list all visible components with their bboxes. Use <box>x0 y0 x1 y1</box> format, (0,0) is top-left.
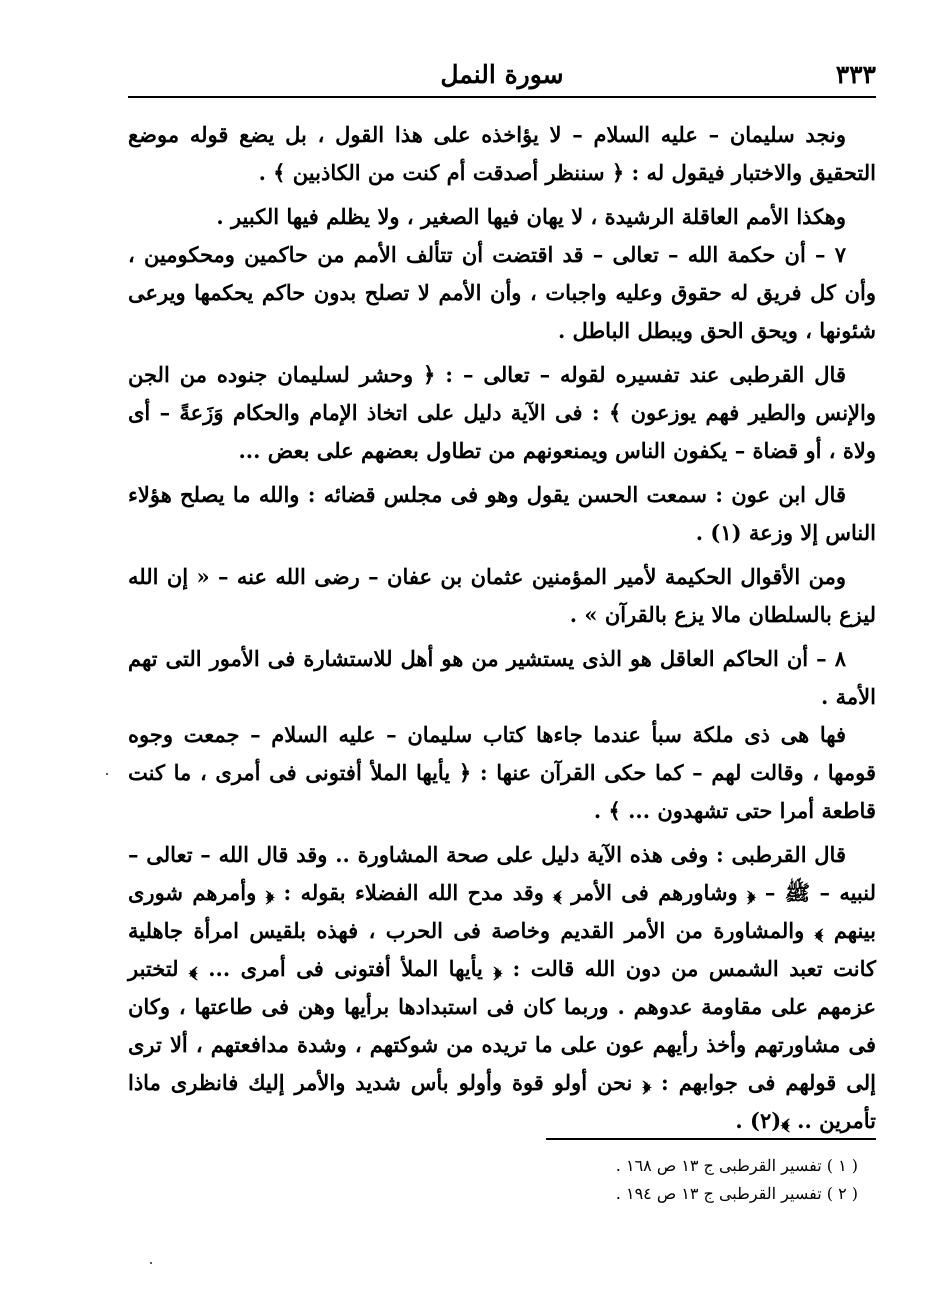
paragraph: فها هى ذى ملكة سبأ عندما جاءها كتاب سليمان – عليه السلام – جمعت وجوه قومها ، وقالت لهم – كما حكى القرآن عنها : ﴿ يأيها الملأ أفتونى فى أمرى ، ما كنت قاطعة أمرا حتى تشهدون ... ﴾ . <box>128 722 876 823</box>
main-text <box>128 116 876 1146</box>
scan-speck <box>150 1262 152 1264</box>
paragraph: ونجد سليمان – عليه السلام – لا يؤاخذه على هذا القول ، بل يضع قوله موضع التحقيق والاختبار فيقول له : ﴿ سننظر أصدقت أم كنت من الكاذبين ﴾ . <box>128 122 876 185</box>
footnote: ( ١ ) تفسير القرطبى ج ١٣ ص ١٦٨ . <box>615 1156 858 1175</box>
page-header <box>128 58 876 96</box>
paragraph: ٨ – أن الحاكم العاقل هو الذى يستشير من هو أهل للاستشارة فى الأمور التى تهم الأمة . <box>128 646 876 709</box>
paragraph: وهكذا الأمم العاقلة الرشيدة ، لا يهان فيها الصغير ، ولا يظلم فيها الكبير . <box>216 204 846 229</box>
footnotes <box>128 1152 858 1208</box>
paragraph: ٧ – أن حكمة الله – تعالى – قد اقتضت أن تتألف الأمم من حاكمين ومحكومين ، وأن كل فريق له حقوق وعليه واجبات ، وأن الأمم لا تصلح بدون حاكم يحكمها ويرعى شئونها ، ويحق الحق ويبطل الباطل . <box>128 242 876 343</box>
paragraph: قال القرطبى عند تفسيره لقوله – تعالى – : ﴿ وحشر لسليمان جنوده من الجن والإنس والطير فهم يوزعون ﴾ : فى الآية دليل على اتخاذ الإمام والحكام وَزَعةً – أى ولاة ، أو قضاة – يكفون الناس ويمنعونهم من تطاول بعضهم على بعض ... <box>128 362 876 463</box>
paragraph: قال ابن عون : سمعت الحسن يقول وهو فى مجلس قضائه : والله ما يصلح هؤلاء الناس إلا وزعة (١) . <box>128 482 876 545</box>
surah-title: سورة النمل <box>440 60 564 89</box>
header-divider <box>128 96 876 98</box>
footnote-divider <box>546 1138 876 1140</box>
footnote: ( ٢ ) تفسير القرطبى ج ١٣ ص ١٩٤ . <box>615 1184 858 1203</box>
paragraph: ومن الأقوال الحكيمة لأمير المؤمنين عثمان بن عفان – رضى الله عنه – « إن الله ليزع بالسلطان مالا يزع بالقرآن » . <box>128 564 876 627</box>
page-number: ٣٣٣ <box>835 60 876 89</box>
scan-speck <box>106 773 108 775</box>
paragraph: قال القرطبى : وفى هذه الآية دليل على صحة المشاورة .. وقد قال الله – تعالى – لنبيه – ﷺ – ﴿ وشاورهم فى الأمر ﴾ وقد مدح الله الفضلاء بقوله : ﴿ وأمرهم شورى بينهم ﴾ والمشاورة من الأمر القديم وخاصة فى الحرب ، فهذه بلقيس امرأة جاهلية كانت تعبد الشمس من دون الله قالت : ﴿ يأيها الملأ أفتونى فى أمرى ... ﴾ لتختبر عزمهم على مقاومة عدوهم . وربما كان فى استبدادها برأيها وهن فى طاعتها ، وكان فى مشاورتهم وأخذ رأيهم عون على ما تريده من شوكتهم ، وشدة مدافعتهم ، ألا ترى إلى قولهم فى جوابهم : ﴿ نحن أولو قوة وأولو بأس شديد والأمر إليك فانظرى ماذا تأمرين .. ﴾(٢) . <box>128 842 876 1133</box>
